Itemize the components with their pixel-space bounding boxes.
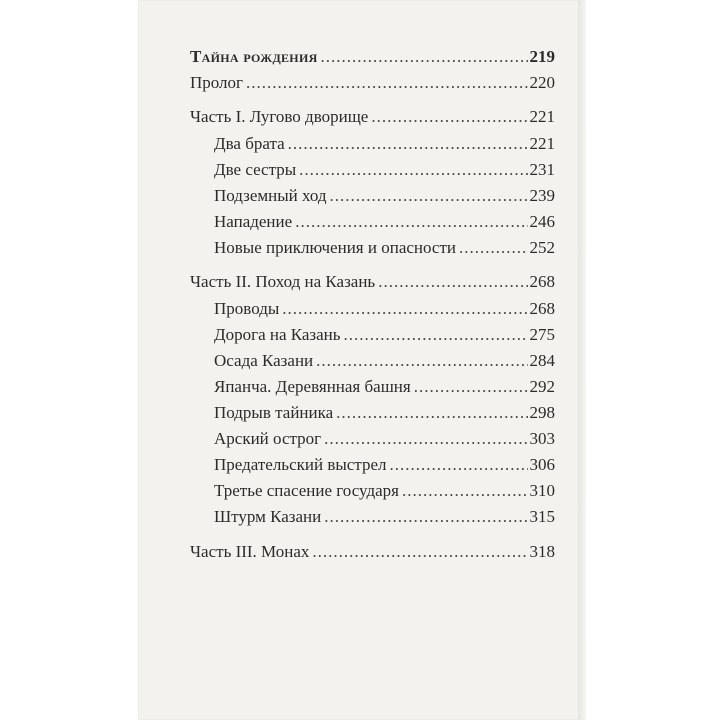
toc-page-number: 318 (529, 542, 555, 561)
toc-entry-chapter (214, 296, 555, 322)
toc-label: Часть I. Лугово дворище (190, 107, 369, 126)
dot-leader (316, 348, 527, 374)
toc-page-number: 219 (529, 47, 555, 66)
dot-leader (459, 235, 527, 261)
toc-entry-chapter (214, 348, 555, 374)
toc-entry-chapter (214, 400, 555, 426)
toc-page-number: 252 (529, 238, 555, 257)
toc-label: Пролог (190, 73, 244, 92)
toc-entry-chapter (214, 131, 555, 157)
toc-label: Штурм Казани (214, 507, 322, 526)
toc-entry-chapter (214, 183, 555, 209)
toc-page-number: 221 (529, 134, 555, 153)
dot-leader (371, 104, 527, 130)
dot-leader (288, 131, 528, 157)
dot-leader (324, 426, 527, 452)
toc-label: Подрыв тайника (214, 403, 334, 422)
toc-entry-chapter (214, 478, 555, 504)
toc-label: Часть II. Поход на Казань (190, 272, 376, 291)
toc-label: Подземный ход (214, 186, 327, 205)
toc-entry-part-2 (190, 269, 555, 295)
toc-page-number: 268 (529, 272, 555, 291)
toc-entry-chapter (214, 209, 555, 235)
toc-label: Нападение (214, 212, 293, 231)
dot-leader (324, 504, 527, 530)
toc-page-number: 268 (529, 299, 555, 318)
toc-label: Тайна рождения (190, 47, 318, 66)
dot-leader (336, 400, 527, 426)
toc-label: Япанча. Деревянная башня (214, 377, 411, 396)
dot-leader (246, 70, 527, 96)
toc-entry-part-3 (190, 539, 555, 565)
toc-entry-chapter (214, 374, 555, 400)
toc-entry-chapter (214, 426, 555, 452)
toc-page-number: 221 (529, 107, 555, 126)
dot-leader (299, 157, 527, 183)
dot-leader (344, 322, 528, 348)
dot-leader (389, 452, 527, 478)
toc-entry-chapter (214, 157, 555, 183)
toc-page-number: 284 (529, 351, 555, 370)
toc-entry-chapter (214, 452, 555, 478)
page-edge (578, 0, 586, 720)
toc-label: Арский острог (214, 429, 322, 448)
toc-entry-chapter (214, 504, 555, 530)
toc-page-number: 239 (529, 186, 555, 205)
toc-label: Проводы (214, 299, 280, 318)
toc-label: Дорога на Казань (214, 325, 341, 344)
toc-label: Часть III. Монах (190, 542, 310, 561)
toc-label: Новые приключения и опасности (214, 238, 457, 257)
toc-page-number: 306 (529, 455, 555, 474)
dot-leader (321, 44, 528, 70)
dot-leader (312, 539, 527, 565)
toc-entry-prologue (190, 70, 555, 96)
dot-leader (282, 296, 527, 322)
toc-entry-chapter (214, 235, 555, 261)
dot-leader (295, 209, 527, 235)
toc-entry-part-1 (190, 104, 555, 130)
toc-label: Третье спасение государя (214, 481, 399, 500)
toc-page-number: 220 (529, 73, 555, 92)
toc-page-number: 303 (529, 429, 555, 448)
toc-label: Осада Казани (214, 351, 314, 370)
toc-label: Два брата (214, 134, 285, 153)
toc-page-number: 231 (529, 160, 555, 179)
toc-page-number: 315 (529, 507, 555, 526)
dot-leader (330, 183, 528, 209)
toc-label: Две сестры (214, 160, 297, 179)
toc-page-number: 292 (529, 377, 555, 396)
dot-leader (402, 478, 528, 504)
dot-leader (378, 269, 527, 295)
toc-page-number: 246 (529, 212, 555, 231)
dot-leader (414, 374, 528, 400)
toc-page-number: 298 (529, 403, 555, 422)
toc-page-number: 275 (529, 325, 555, 344)
toc-page-number: 310 (529, 481, 555, 500)
toc-entry-chapter (214, 322, 555, 348)
toc-label: Предательский выстрел (214, 455, 387, 474)
toc-section-title (190, 44, 555, 70)
